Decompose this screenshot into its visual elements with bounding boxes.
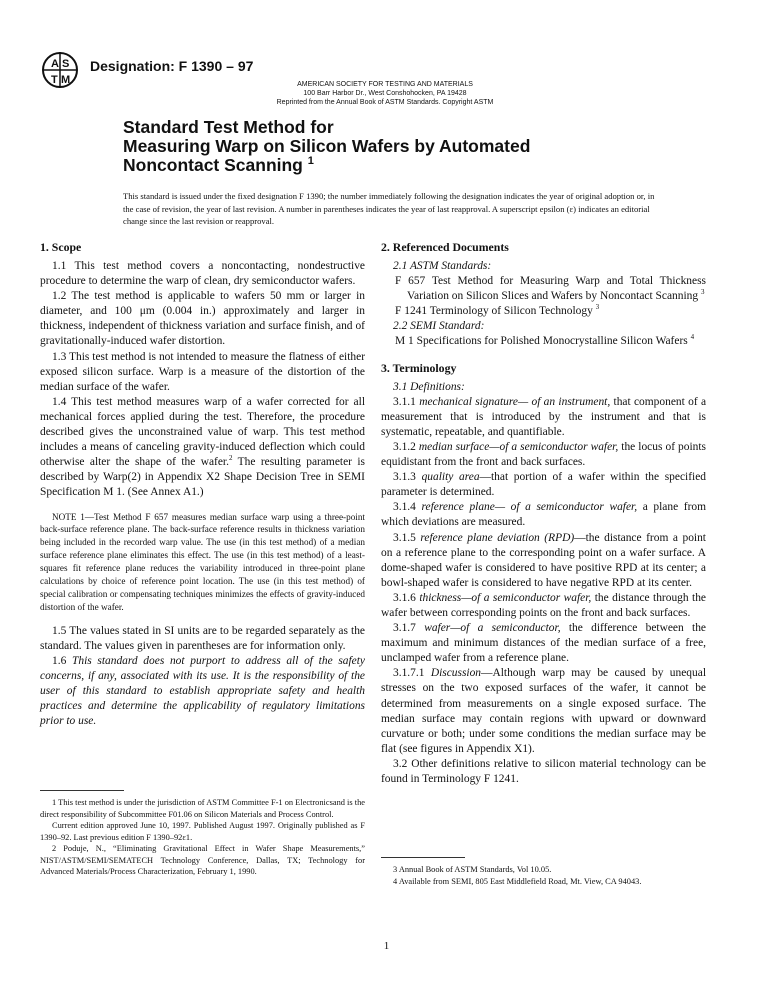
def-term: wafer—of a semiconductor,	[424, 622, 561, 635]
reference-text: F 657 Test Method for Measuring Warp and Total Thickness Variation on Silicon Slices and Wafers by Noncontact Scanning	[395, 275, 706, 303]
def-term: mechanical signature— of an instrument,	[419, 395, 611, 408]
section-heading-scope: 1. Scope	[40, 240, 82, 254]
paragraph-1-5: 1.5 The values stated in SI units are to be regarded separately as the standard. The values given in parentheses are for information only.	[40, 624, 365, 652]
svg-text:S: S	[62, 58, 70, 70]
def-term: Discussion	[430, 667, 482, 680]
astm-logo	[40, 50, 80, 90]
section-heading-terminology: 3. Terminology	[381, 360, 457, 375]
title-line-text: Noncontact Scanning	[123, 155, 303, 175]
definition-wafer	[381, 621, 706, 666]
definition-quality-area	[381, 470, 706, 500]
paragraph-1-6	[40, 654, 365, 729]
paragraph-2-1	[381, 259, 706, 274]
paragraph-1-6-number: 1.6	[52, 654, 72, 667]
paragraph-2-2	[381, 319, 706, 334]
designation: Designation: F 1390 – 97	[90, 58, 254, 74]
publisher-address: 100 Barr Harbor Dr., West Conshohocken, PA 19428	[303, 90, 467, 97]
paragraph-3-2: 3.2 Other definitions relative to silicon material technology can be found in Terminology F 1241.	[381, 757, 706, 785]
footnote-rule	[40, 790, 124, 791]
paragraph-3-1	[381, 380, 706, 395]
footnote-ref: 4	[690, 333, 695, 342]
reference-f657	[381, 274, 706, 304]
subheading-semi-standard: 2.2 SEMI Standard:	[393, 320, 485, 333]
def-number: 3.1.5	[393, 531, 421, 544]
def-text: the distance through the wafer between corresponding points on the front and back surfaces.	[381, 591, 707, 619]
issuance-statement: This standard is issued under the fixed designation F 1390; the number immediately following the designation indicates the year of original adoption or, in the case of revision, the year of last revision. A number in parentheses indicates the year of last reapproval. A superscript epsilon (ε) indicates an editorial change since the last revision or reapproval.	[123, 191, 655, 226]
footnote-ref: 3	[595, 303, 600, 312]
publisher-line: AMERICAN SOCIETY FOR TESTING AND MATERIALS	[297, 81, 473, 88]
title-line: Measuring Warp on Silicon Wafers by Automated	[123, 136, 531, 156]
def-text: a plane from which deviations are measured.	[381, 501, 707, 529]
def-text: —the distance from a point on a reference plane to the corresponding point on a wafer surface. A dome-shaped wafer is considered to have positive RPD at its center; a bowl-shaped wafer is considered to have negative RPD at its center.	[381, 531, 706, 589]
paragraph-1-3: 1.3 This test method is not intended to measure the flatness of either exposed silicon surface. Warp is a measure of the distortion of the median surface of the wafer.	[40, 350, 365, 393]
footnote-4: 4 Available from SEMI, 805 East Middlefield Road, Mt. View, CA 94043.	[393, 876, 642, 886]
svg-text:A: A	[51, 58, 59, 70]
reference-text: M 1 Specifications for Polished Monocrystalline Silicon Wafers	[395, 335, 688, 348]
footnotes-right	[381, 864, 706, 887]
reference-m1	[381, 334, 706, 349]
reference-text: F 1241 Terminology of Silicon Technology	[395, 305, 593, 318]
def-term: thickness—of a semiconductor wafer,	[419, 591, 592, 604]
def-text: the difference between the maximum and minimum distances of the median surface of a free, unclamped wafer from a reference plane.	[381, 622, 706, 665]
footnote-3: 3 Annual Book of ASTM Standards, Vol 10.05.	[393, 865, 552, 874]
footnote-2: 2 Poduje, N., “Eliminating Gravitational Effect in Wafer Shape Measurements,” NIST/ASTM/SEMI/SEMATECH Technology Conference, Dallas, TX; Technology for Advanced Materials/Process Characterization, February 1, 1990.	[40, 844, 365, 876]
title-line	[123, 156, 530, 175]
footnote-ref: 3	[700, 288, 705, 297]
footnote-1-edition: Current edition approved June 10, 1997. Published August 1997. Originally published as F 1390–92. Last previous edition F 1390–92ε1.	[40, 821, 365, 842]
subheading-astm-standards: 2.1 ASTM Standards:	[393, 260, 492, 272]
paragraph-1-4-text: The resulting parameter is described by Warp(2) in Appendix X2 Shape Decision Tree in SEMI Specification M 1. (See Annex A1.)	[40, 456, 365, 499]
def-text: that component of a measurement that is introduced by the instrument and that is systematic, repeatable, and quantifiable.	[381, 395, 707, 438]
footnotes-left	[40, 797, 365, 878]
subheading-definitions: 3.1 Definitions:	[393, 380, 465, 393]
document-title	[123, 118, 530, 175]
def-term: reference plane deviation (RPD)	[420, 531, 575, 544]
note-1: NOTE 1—Test Method F 657 measures median surface warp using a three-point back-surface reference plane. The back-surface reference results in thickness variation being included in the recorded warp value. The use (in this test method) of a median surface reference plane eliminates this effect. The use (in this test method) of a least-squares fit reference plane reduces the variability introduced in three-point plane calculations by choice of reference point location. The use (in this test method) of special calibration or compensating techniques minimizes the effects of gravity-induced distortion of the wafer.	[40, 511, 365, 612]
def-text: the locus of points equidistant from the front and back surfaces.	[381, 440, 707, 469]
safety-caveat: This standard does not purport to address all of the safety concerns, if any, associated with its use. It is the responsibility of the user of this standard to establish appropriate safety and health practices and determine the applicability of regulatory limitations prior to use.	[40, 654, 366, 728]
publisher-block	[245, 80, 525, 107]
paragraph-1-1: 1.1 This test method covers a noncontacting, nondestructive procedure to determine the warp of clean, dry semiconductor wafers.	[40, 260, 365, 288]
def-number: 3.1.6	[393, 591, 420, 604]
def-number: 3.1.4	[393, 501, 422, 514]
def-number: 3.1.7	[393, 622, 425, 635]
def-number: 3.1.1	[393, 395, 420, 408]
def-term: reference plane— of a semiconductor wafer,	[421, 501, 638, 514]
definition-rpd	[381, 531, 706, 591]
definition-median-surface	[381, 440, 706, 470]
paragraph-1-4-text: 1.4 This test method measures warp of a wafer corrected for all mechanical forces applied during the test. Therefore, the procedure described gives the unconstrained value of warp. This test method includes a means of canceling gravity-induced deflection which could otherwise alter the shape of the wafer.	[40, 395, 365, 469]
svg-text:T: T	[51, 74, 58, 86]
footnote-rule	[381, 857, 465, 858]
title-footnote-mark: 1	[307, 155, 314, 168]
section-heading-referenced-documents: 2. Referenced Documents	[381, 240, 509, 254]
right-column	[381, 240, 706, 787]
paragraph-1-2: 1.2 The test method is applicable to wafers 50 mm or larger in diameter, and 100 μm (0.004 in.) approximately and larger in thickness, independent of thickness variation and surface finish, and of gravitationally-induced wafer distortion.	[40, 290, 365, 348]
footnote-1: 1 This test method is under the jurisdiction of ASTM Committee F-1 on Electronicsand is the direct responsibility of Subcommittee F01.06 on Silicon Materials and Process Control.	[40, 798, 365, 819]
title-line: Standard Test Method for	[123, 117, 334, 137]
discussion-3-1-7-1	[381, 666, 706, 757]
definition-reference-plane	[381, 500, 706, 530]
def-number: 3.1.7.1	[393, 667, 431, 680]
definition-thickness	[381, 591, 706, 621]
page-number: 1	[383, 940, 390, 952]
reference-f1241	[381, 304, 706, 319]
def-number: 3.1.3	[393, 471, 422, 484]
def-text: —that portion of a wafer within the specified parameter is determined.	[381, 471, 707, 499]
reprint-notice: Reprinted from the Annual Book of ASTM Standards. Copyright ASTM	[276, 99, 494, 106]
def-text: —Although warp may be caused by unequal stresses on the two exposed surfaces of the wafer, it cannot be determined from measurements on a single exposed surface. The median surface may contain regions with upward or downward curvature or both; under some conditions the median surface may be flat (see figures in Appendix X1).	[381, 667, 706, 755]
left-column	[40, 240, 365, 729]
paragraph-1-4	[40, 395, 365, 501]
svg-text:M: M	[61, 74, 71, 86]
footnote-ref: 2	[228, 454, 233, 463]
def-term: median surface—of a semiconductor wafer,	[418, 440, 619, 453]
definition-mechanical-signature	[381, 395, 706, 440]
def-number: 3.1.2	[393, 440, 419, 453]
def-term: quality area	[421, 471, 480, 484]
